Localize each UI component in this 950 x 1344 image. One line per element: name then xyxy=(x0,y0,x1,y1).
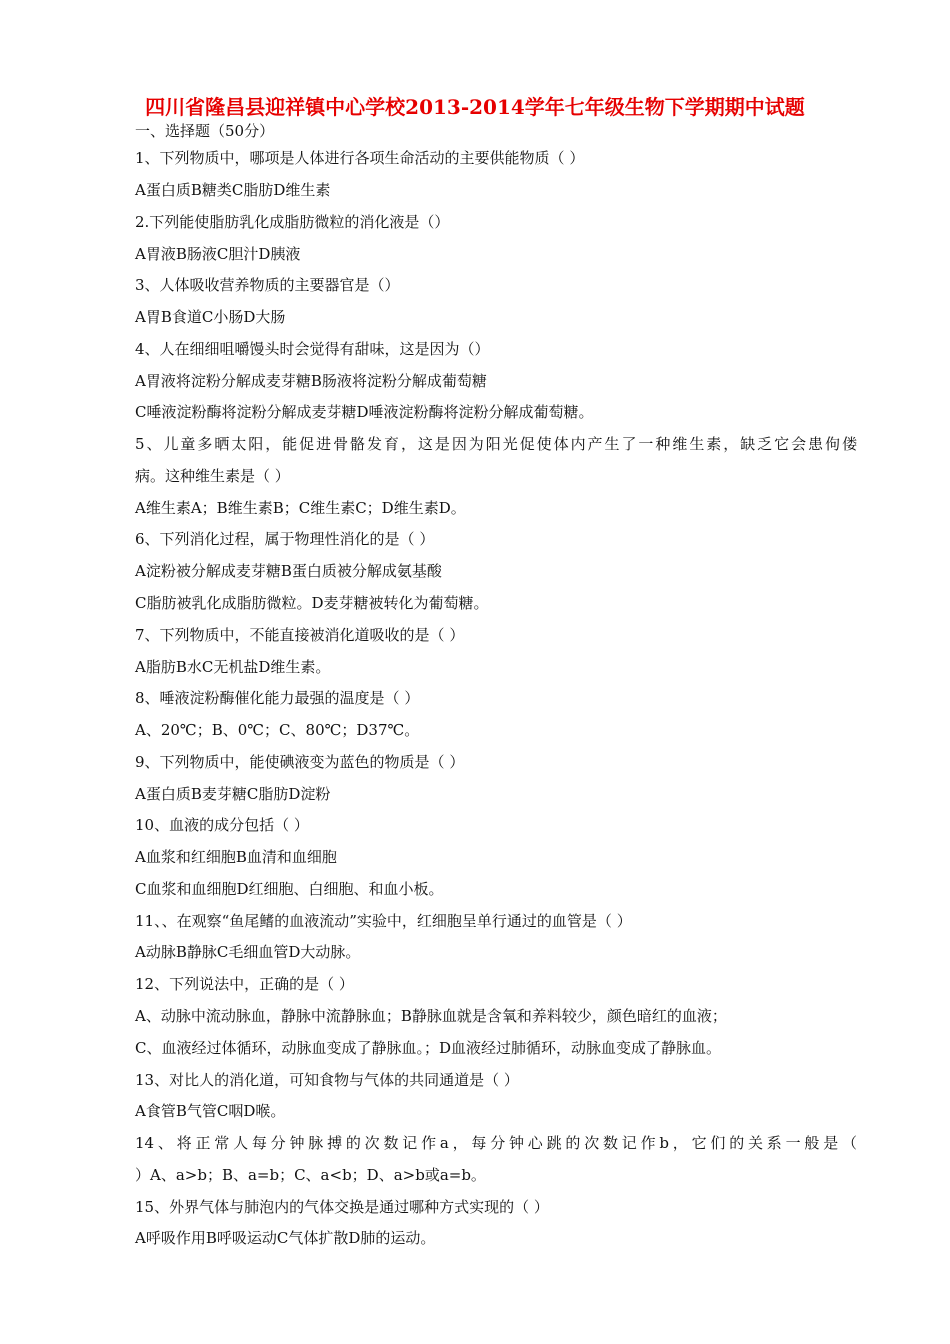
question-line: 2.下列能使脂肪乳化成脂肪微粒的消化液是（） xyxy=(135,213,450,231)
option-line: A食管B气管C咽D喉。 xyxy=(135,1102,286,1120)
option-line: A蛋白质B麦芽糖C脂肪D淀粉 xyxy=(135,785,331,803)
question-line: 14、将正常人每分钟脉搏的次数记作a，每分钟心跳的次数记作b，它们的关系一般是（ xyxy=(135,1134,857,1152)
option-line: C脂肪被乳化成脂肪微粒。D麦芽糖被转化为葡萄糖。 xyxy=(135,594,489,612)
option-line: A血浆和红细胞B血清和血细胞 xyxy=(135,848,337,866)
option-line: A、动脉中流动脉血，静脉中流静脉血；B静脉血就是含氧和养料较少，颜色暗红的血液； xyxy=(135,1007,727,1025)
question-line: 11、、在观察“鱼尾鳍的血液流动”实验中，红细胞呈单行通过的血管是（ ） xyxy=(135,912,632,930)
option-line: C、血液经过体循环，动脉血变成了静脉血。；D血液经过肺循环，动脉血变成了静脉血。 xyxy=(135,1039,722,1057)
question-line: 5、儿童多晒太阳，能促进骨骼发育，这是因为阳光促使体内产生了一种维生素，缺乏它会患佝偻 xyxy=(135,435,857,453)
question-line: 7、下列物质中，不能直接被消化道吸收的是（ ） xyxy=(135,626,465,644)
exam-title: 四川省隆昌县迎祥镇中心学校2013-2014学年七年级生物下学期期中试题 xyxy=(145,95,805,119)
question-line: 13、对比人的消化道，可知食物与气体的共同通道是（ ） xyxy=(135,1071,519,1089)
option-line: A蛋白质B糖类C脂肪D维生素 xyxy=(135,181,331,199)
option-line: ）A、a>b；B、a=b；C、a<b；D、a>b或a=b。 xyxy=(135,1166,486,1184)
question-line: 10、血液的成分包括（ ） xyxy=(135,816,309,834)
option-line: A动脉B静脉C毛细血管D大动脉。 xyxy=(135,943,361,961)
question-line: 1、下列物质中，哪项是人体进行各项生命活动的主要供能物质（ ） xyxy=(135,149,585,167)
question-line: 3、人体吸收营养物质的主要器官是（） xyxy=(135,276,400,294)
option-line: C血浆和血细胞D红细胞、白细胞、和血小板。 xyxy=(135,880,444,898)
question-line: 12、下列说法中，正确的是（ ） xyxy=(135,975,354,993)
option-line: A呼吸作用B呼吸运动C气体扩散D肺的运动。 xyxy=(135,1229,436,1247)
option-line: A胃液B肠液C胆汁D胰液 xyxy=(135,245,301,263)
option-line: A淀粉被分解成麦芽糖B蛋白质被分解成氨基酸 xyxy=(135,562,442,580)
section-heading: 一、选择题（50分） xyxy=(135,122,275,140)
question-line: 4、人在细细咀嚼馒头时会觉得有甜味，这是因为（） xyxy=(135,340,490,358)
option-line: A、20℃；B、0℃；C、80℃；D37℃。 xyxy=(135,721,420,739)
question-line: 6、下列消化过程，属于物理性消化的是（ ） xyxy=(135,530,435,548)
option-line: A脂肪B水C无机盐D维生素。 xyxy=(135,658,331,676)
option-line: A维生素A；B维生素B；C维生素C；D维生素D。 xyxy=(135,499,466,517)
question-line: 病。这种维生素是（ ） xyxy=(135,467,290,485)
question-line: 15、外界气体与肺泡内的气体交换是通过哪种方式实现的（ ） xyxy=(135,1198,549,1216)
option-line: C唾液淀粉酶将淀粉分解成麦芽糖D唾液淀粉酶将淀粉分解成葡萄糖。 xyxy=(135,403,594,421)
option-line: A胃液将淀粉分解成麦芽糖B肠液将淀粉分解成葡萄糖 xyxy=(135,372,487,390)
question-line: 8、唾液淀粉酶催化能力最强的温度是（ ） xyxy=(135,689,420,707)
question-line: 9、下列物质中，能使碘液变为蓝色的物质是（ ） xyxy=(135,753,465,771)
option-line: A胃B食道C小肠D大肠 xyxy=(135,308,286,326)
